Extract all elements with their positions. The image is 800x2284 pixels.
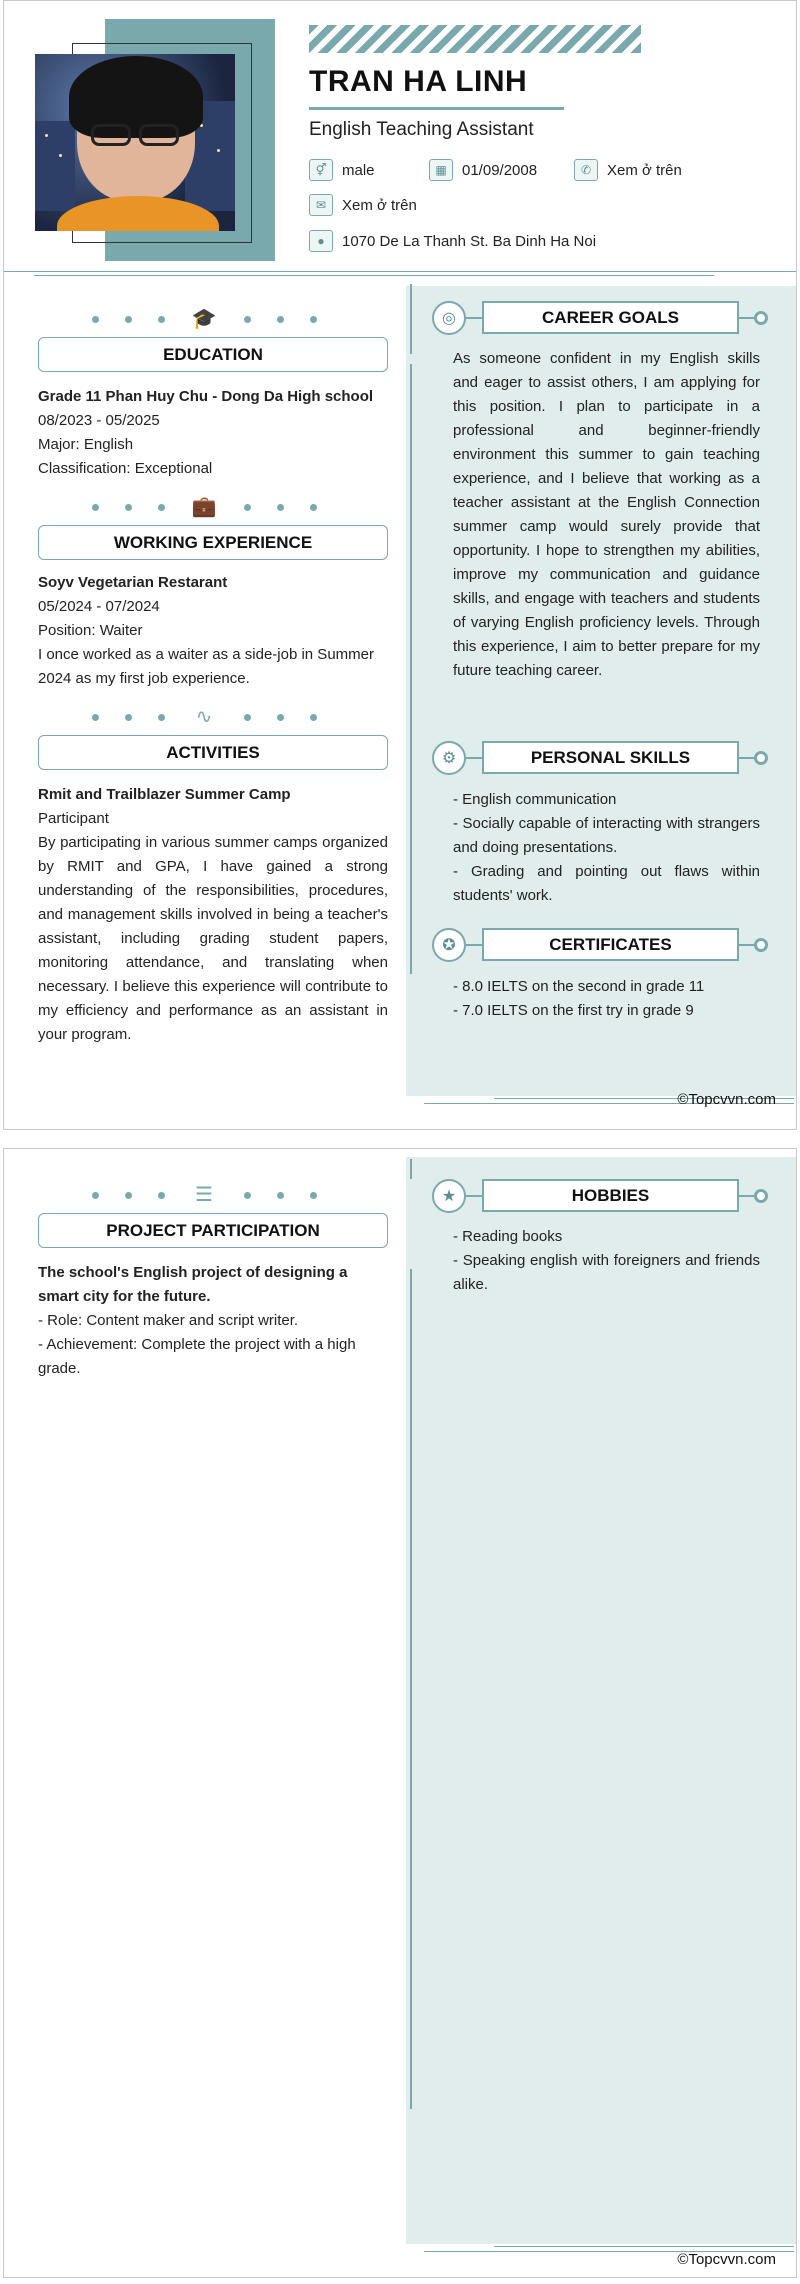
personal-skills-list xyxy=(453,788,760,908)
activity-description: By participating in various summer camps organized by RMIT and GPA, I have gained a strong understanding of the responsibilities, procedures, and management skills involved in being a teacher's assistant, including grading student papers, monitoring attendance, and translating when necessary. I believe this experience will contribute to my efficiency and performance as an assistant in your program. xyxy=(38,834,388,1043)
experience-entry xyxy=(38,571,388,691)
header-divider-inner xyxy=(34,275,714,276)
contact-phone xyxy=(574,159,682,181)
location-icon: ● xyxy=(309,230,333,252)
gender-icon: ⚥ xyxy=(309,159,333,181)
star-icon: ★ xyxy=(432,1179,466,1213)
timeline-line xyxy=(410,1159,412,1179)
gender-value: male xyxy=(342,161,375,179)
section-title: HOBBIES xyxy=(482,1179,739,1212)
list-item: - English communication xyxy=(453,791,617,808)
section-title: CAREER GOALS xyxy=(482,301,739,334)
section-divider xyxy=(84,705,324,729)
header-divider xyxy=(4,271,797,272)
list-item: - Speaking english with foreigners and friends alike. xyxy=(453,1252,760,1293)
section-title: PERSONAL SKILLS xyxy=(482,741,739,774)
address-value: 1070 De La Thanh St. Ba Dinh Ha Noi xyxy=(342,232,597,250)
graduation-cap-icon: 🎓 xyxy=(191,308,217,330)
certificates-list xyxy=(453,975,760,1023)
hobbies-header xyxy=(432,1179,772,1213)
calendar-icon: ▦ xyxy=(429,159,453,181)
pulse-icon: ∿ xyxy=(195,706,213,728)
experience-position: Position: Waiter xyxy=(38,622,143,639)
section-divider xyxy=(84,307,324,331)
section-divider xyxy=(84,495,324,519)
list-item: - 7.0 IELTS on the first try in grade 9 xyxy=(453,1002,694,1019)
personal-skills-header xyxy=(432,741,772,775)
activities-entry xyxy=(38,783,388,1047)
award-icon: ✪ xyxy=(432,928,466,962)
timeline-line xyxy=(410,364,412,974)
education-major: Major: English xyxy=(38,436,134,453)
section-title: CERTIFICATES xyxy=(482,928,739,961)
phone-icon: ✆ xyxy=(574,159,598,181)
footer-line xyxy=(494,2246,794,2247)
career-goals-text: As someone confident in my English skills and eager to assist others, I am applying for this position. I plan to participate in a professional and beginner-friendly environment this summer to gain teaching experience, and I believe that working as a teacher assistant at the English Connection summer camp would surely provide that opportunity. I hope to strengthen my abilities, improve my communication and guidance skills, and engage with teachers and students of varying English proficiency levels. Through this experience, I aim to better prepare for my future teaching career. xyxy=(453,350,760,679)
right-panel xyxy=(406,1157,797,2244)
education-title: EDUCATION xyxy=(38,337,388,372)
contact-birthday xyxy=(429,159,537,181)
timeline-line xyxy=(410,284,412,354)
birthday-value: 01/09/2008 xyxy=(462,161,538,179)
experience-title: WORKING EXPERIENCE xyxy=(38,525,388,560)
career-goals-header xyxy=(432,301,772,335)
certificates-header xyxy=(432,928,772,962)
phone-value: Xem ở trên xyxy=(607,161,682,179)
company-name: Soyv Vegetarian Restarant xyxy=(38,574,228,591)
project-entry xyxy=(38,1261,388,1381)
layers-icon: ☰ xyxy=(195,1184,213,1206)
activity-role: Participant xyxy=(38,810,109,827)
project-role: - Role: Content maker and script writer. xyxy=(38,1312,299,1329)
contact-email xyxy=(309,194,417,216)
mail-icon: ✉ xyxy=(309,194,333,216)
hobbies-list xyxy=(453,1225,760,1297)
education-classification: Classification: Exceptional xyxy=(38,460,213,477)
contact-address xyxy=(309,230,596,252)
job-title: English Teaching Assistant xyxy=(309,119,534,140)
list-item: - Reading books xyxy=(453,1228,563,1245)
projects-title: PROJECT PARTICIPATION xyxy=(38,1213,388,1248)
experience-period: 05/2024 - 07/2024 xyxy=(38,598,160,615)
header-stripes xyxy=(309,25,641,53)
email-value: Xem ở trên xyxy=(342,196,417,214)
list-item: - Grading and pointing out flaws within students' work. xyxy=(453,863,760,904)
project-achievement: - Achievement: Complete the project with a high grade. xyxy=(38,1336,356,1377)
name-underline xyxy=(309,107,564,110)
target-icon: ◎ xyxy=(432,301,466,335)
candidate-name: TRAN HA LINH xyxy=(309,65,528,98)
cv-page-2 xyxy=(3,1148,797,2278)
cv-page-1 xyxy=(3,0,797,1130)
list-item: - 8.0 IELTS on the second in grade 11 xyxy=(453,978,705,995)
activity-org: Rmit and Trailblazer Summer Camp xyxy=(38,786,291,803)
list-item: - Socially capable of interacting with strangers and doing presentations. xyxy=(453,815,760,856)
copyright-text: ©Topcvvn.com xyxy=(677,2251,776,2268)
avatar xyxy=(35,54,235,231)
activities-title: ACTIVITIES xyxy=(38,735,388,770)
education-entry xyxy=(38,385,388,481)
experience-description: I once worked as a waiter as a side-job in Summer 2024 as my first job experience. xyxy=(38,646,374,687)
section-divider xyxy=(84,1183,324,1207)
school-name: Grade 11 Phan Huy Chu - Dong Da High school xyxy=(38,388,374,405)
timeline-line xyxy=(410,1269,412,2109)
contact-gender xyxy=(309,159,375,181)
gear-icon: ⚙ xyxy=(432,741,466,775)
briefcase-icon: 💼 xyxy=(191,496,217,518)
project-name: The school's English project of designing a smart city for the future. xyxy=(38,1264,348,1305)
education-period: 08/2023 - 05/2025 xyxy=(38,412,160,429)
copyright-text: ©Topcvvn.com xyxy=(677,1091,776,1108)
